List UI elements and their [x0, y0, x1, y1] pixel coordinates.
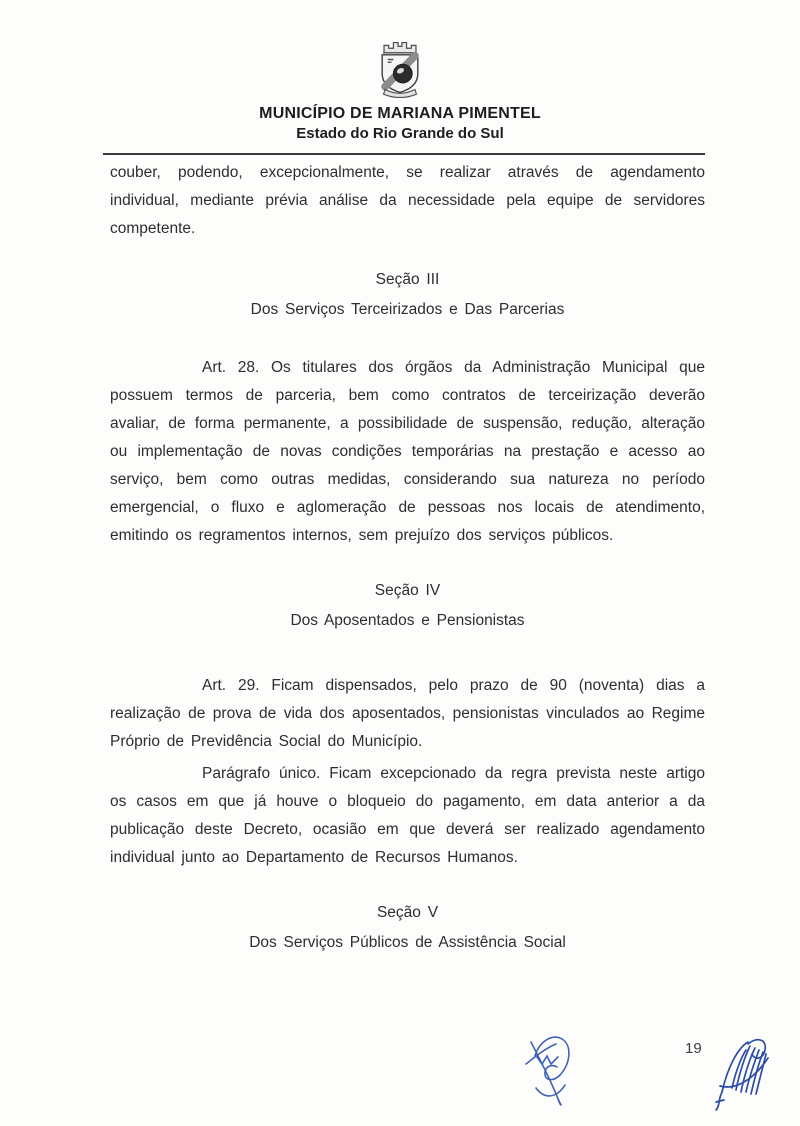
blue-ink-rubric-right-icon	[708, 1030, 776, 1123]
section-v-subtitle: Dos Serviços Públicos de Assistência Social	[249, 934, 566, 951]
paragraph-continuation: couber, podendo, excepcionalmente, se realizar através de agendamento individual, mediante prévia análise da necessidade pela equipe de servidores competente.	[110, 164, 705, 237]
section-v-title: Seção V	[376, 904, 439, 921]
section-iii-subtitle: Dos Serviços Terceirizados e Das Parcerias	[250, 301, 565, 318]
section-iv-title: Seção IV	[374, 582, 441, 599]
article-29-paragraph: Art. 29. Ficam dispensados, pelo prazo de 90 (noventa) dias a realização de prova de vida dos aposentados, pensionistas vinculados ao Regime Próprio de Previdência Social do Município.	[110, 677, 705, 750]
page-number: 19	[685, 1040, 702, 1057]
article-29-sole-paragraph: Parágrafo único. Ficam excepcionado da regra prevista neste artigo os casos em que já houve o bloqueio do pagamento, em data anterior a da publicação deste Decreto, ocasião em que deverá ser realizado agendamento individual junto ao Departamento de Recursos Humanos.	[110, 765, 705, 866]
municipal-coat-of-arms-icon	[369, 36, 431, 98]
state-name: Estado do Rio Grande do Sul	[296, 125, 504, 142]
decree-body	[110, 159, 705, 957]
municipality-name: MUNICÍPIO DE MARIANA PIMENTEL	[259, 105, 541, 122]
blue-ink-rubric-left-icon	[522, 1026, 586, 1117]
document-header	[0, 0, 800, 155]
article-28-paragraph: Art. 28. Os titulares dos órgãos da Administração Municipal que possuem termos de parceria, bem como contratos de terceirização deverão avaliar, de forma permanente, a possibilidade de suspensão, redução, alteração ou implementação de novas condições temporárias na prestação e acesso ao serviço, bem como outras medidas, considerando sua natureza no período emergencial, o fluxo e aglomeração de pessoas nos locais de atendimento, emitindo os regramentos internos, sem prejuízo dos serviços públicos.	[110, 359, 705, 544]
section-iii-title: Seção III	[375, 271, 440, 288]
section-iv-subtitle: Dos Aposentados e Pensionistas	[290, 612, 525, 629]
header-divider	[103, 153, 705, 155]
